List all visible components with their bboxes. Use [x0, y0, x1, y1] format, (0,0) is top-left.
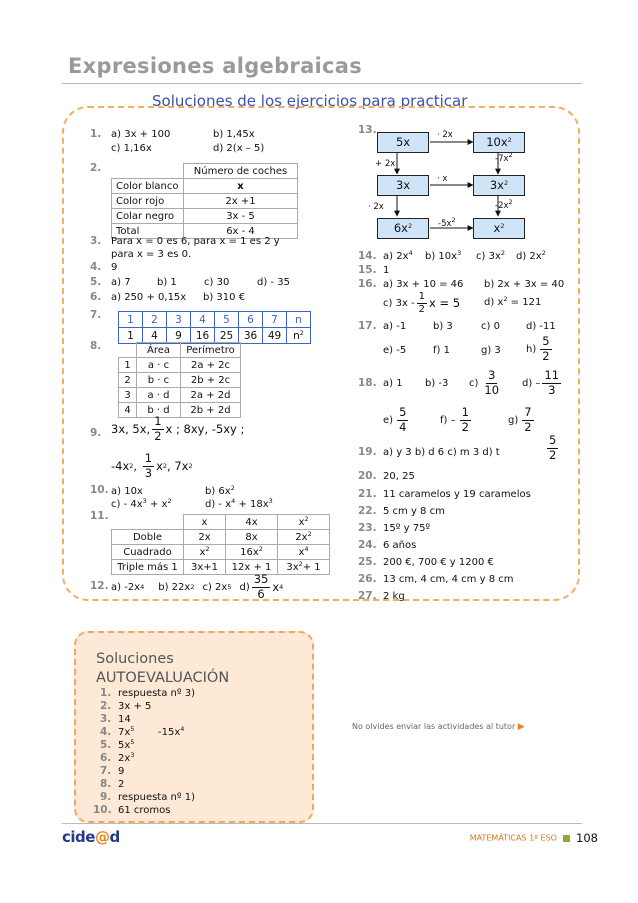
- label-text: -2x: [495, 201, 509, 211]
- node-5x: 5x: [377, 132, 429, 153]
- cell-text: n: [293, 329, 300, 342]
- answer: b) 1,45x: [213, 129, 255, 140]
- answer: 3x, 5x,: [111, 422, 151, 436]
- exponent: 2: [407, 222, 413, 230]
- item-number: 9.: [90, 427, 102, 439]
- answer: 3x + 5: [118, 701, 152, 712]
- item-number: 10.: [93, 804, 112, 816]
- exponent: 3: [457, 249, 462, 257]
- fraction: [143, 453, 154, 479]
- table-cell: 7: [263, 312, 287, 328]
- answer: 61 cromos: [118, 805, 171, 816]
- answer: b) 310 €: [203, 292, 246, 303]
- node-3x: 3x: [377, 175, 429, 196]
- table-cell: 2a + 2d: [181, 388, 241, 403]
- answer: [111, 499, 172, 510]
- answer: a) -1: [383, 321, 407, 332]
- answer: [205, 486, 235, 497]
- label-text: -5x: [438, 219, 452, 229]
- answer: [425, 251, 461, 262]
- exponent: 2: [307, 529, 312, 538]
- exponent: 5: [130, 725, 135, 733]
- answer: b) 1: [157, 277, 177, 288]
- table-cell: x: [184, 179, 298, 194]
- cideead-logo: [62, 828, 120, 846]
- item-number: 22.: [358, 505, 377, 517]
- cell-text: x: [199, 546, 206, 558]
- fraction: [252, 574, 271, 600]
- self-assessment-title-2: AUTOEVALUACIÓN: [96, 670, 230, 686]
- numerator: 3: [488, 368, 496, 382]
- answer-18c: [469, 366, 501, 400]
- logo-text: @: [94, 828, 110, 846]
- denominator: 4: [399, 419, 407, 434]
- table-cell: 1: [119, 358, 137, 373]
- exponent: 2: [500, 249, 505, 257]
- label-times-2x: · 2x: [437, 130, 453, 140]
- answer-text: c) 2x: [202, 581, 228, 593]
- item-number: 8.: [100, 778, 112, 790]
- denominator: 2: [461, 419, 469, 434]
- item-number: 2.: [90, 162, 102, 174]
- table-cell: 2x +1: [184, 194, 298, 209]
- item-number: 13.: [358, 124, 377, 136]
- denominator: 6: [257, 586, 265, 601]
- cars-table: [111, 163, 298, 239]
- item-number: 6.: [90, 291, 102, 303]
- footer-info: [470, 831, 598, 845]
- table-cell: Colar negro: [112, 209, 184, 224]
- table-cell: 49: [263, 328, 287, 344]
- answer-text: a) 2x: [383, 251, 409, 262]
- denominator: 2: [418, 303, 426, 315]
- item-number: 7.: [100, 765, 112, 777]
- answer: 5 cm y 8 cm: [383, 506, 445, 517]
- answer: -4x: [111, 459, 130, 473]
- exponent: 2: [451, 216, 456, 224]
- answer-18d: [522, 366, 561, 400]
- label-minus-5x2: [438, 216, 456, 229]
- fraction: [397, 407, 408, 433]
- answer-18g: [508, 403, 534, 437]
- table-header: Número de coches: [184, 164, 298, 179]
- denominator: 2: [542, 348, 550, 363]
- answer: 2 kg: [383, 591, 405, 602]
- answer-17h: [526, 332, 552, 366]
- exponent: 2: [503, 295, 508, 303]
- exponent: 2: [299, 328, 304, 337]
- label-times-x: · x: [437, 174, 448, 184]
- node-3x2: [473, 175, 525, 196]
- exponent: 4: [408, 249, 413, 257]
- exponent: 2: [258, 544, 263, 553]
- fraction: [460, 407, 471, 433]
- answer: 13 cm, 4 cm, 4 cm y 8 cm: [383, 574, 514, 585]
- answer-text: = 121: [507, 297, 542, 308]
- answer: b) -3: [425, 378, 449, 389]
- table-cell: 1: [119, 312, 143, 328]
- numerator: 35: [253, 572, 269, 586]
- fraction: [522, 407, 533, 433]
- answer-text: + x: [146, 499, 168, 510]
- answer: c) 30: [204, 277, 230, 288]
- answer-12: a) -2x 4 b) 22x 2 c) 2x 5 d) $\frac{35}{6}$ x 4: [111, 572, 284, 601]
- answer: a) 10x: [111, 486, 143, 497]
- answer-text: c) 3x: [476, 251, 501, 262]
- table-cell: 8x: [226, 530, 278, 545]
- squares-table: [118, 311, 311, 344]
- table-cell: Doble: [112, 530, 184, 545]
- answer: [118, 740, 134, 751]
- numerator: 5: [549, 433, 557, 447]
- denominator: 3: [144, 465, 153, 480]
- answer-text: b) 10x: [425, 251, 458, 262]
- node-6x2: [377, 218, 429, 239]
- item-number: 3.: [100, 713, 112, 725]
- table-cell: n: [287, 312, 311, 328]
- item-number: 5.: [100, 739, 112, 751]
- table-cell: 2b + 2c: [181, 373, 241, 388]
- item-number: 23.: [358, 522, 377, 534]
- answer: para x = 3 es 0.: [111, 249, 192, 260]
- answer-text: 7x: [118, 727, 131, 738]
- table-cell: b · d: [137, 403, 181, 418]
- item-number: 8.: [90, 340, 102, 352]
- logo-text: cide: [62, 828, 95, 846]
- exponent: 4: [180, 725, 185, 733]
- table-cell: [226, 545, 278, 560]
- green-square-icon: [563, 835, 570, 842]
- numerator: 5: [542, 334, 550, 348]
- denominator: 10: [484, 382, 500, 397]
- item-number: 17.: [358, 320, 377, 332]
- numerator: 1: [144, 451, 153, 465]
- answer-text: a) -2x: [111, 581, 141, 593]
- table-cell: [278, 560, 330, 575]
- answer: g) 3: [481, 345, 501, 356]
- node-10x2: [473, 132, 525, 153]
- label-text: -7x: [495, 154, 509, 164]
- answer-text: c): [469, 377, 479, 389]
- answer-text: e): [383, 414, 394, 426]
- answer-text: c) - 4x: [111, 499, 143, 510]
- answer-9-line2: -4x 2 , $\frac{1}{3}$ x 2 , 7x 2: [111, 451, 193, 480]
- answer: [383, 251, 413, 262]
- answer-text: d) 2x: [516, 251, 542, 262]
- denominator: 2: [154, 428, 162, 443]
- label-minus-2x2: [495, 198, 513, 211]
- answer: , 7x: [167, 459, 189, 473]
- table-header: Área: [137, 343, 181, 358]
- table-cell: 3x - 5: [184, 209, 298, 224]
- exponent: 2: [298, 559, 303, 568]
- table-cell: 2: [119, 373, 137, 388]
- cell-text: 16x: [240, 546, 259, 558]
- item-number: 1.: [100, 687, 112, 699]
- answer-text: b) 6x: [205, 486, 231, 497]
- answer: a) 1: [383, 378, 403, 389]
- answer: a) 7: [111, 277, 131, 288]
- table-cell: [278, 530, 330, 545]
- answer: a) y 3 b) d 6 c) m 3 d) t: [383, 447, 500, 458]
- table-cell: 1: [119, 328, 143, 344]
- answer: 2: [118, 779, 125, 790]
- table-cell: 6x - 4: [184, 224, 298, 239]
- answer: c) 0: [481, 321, 500, 332]
- item-number: 5.: [90, 276, 102, 288]
- title-rule: [62, 83, 582, 84]
- table-cell: 36: [239, 328, 263, 344]
- item-number: 26.: [358, 573, 377, 585]
- cell-text: 2x: [295, 531, 308, 543]
- item-number: 11.: [90, 510, 109, 522]
- numerator: 1: [461, 405, 469, 419]
- item-number: 3.: [90, 235, 102, 247]
- item-number: 16.: [358, 278, 377, 290]
- answer: a) 250 + 0,15x: [111, 292, 187, 303]
- table-cell: 3: [119, 388, 137, 403]
- item-number: 20.: [358, 470, 377, 482]
- table-cell: 5: [215, 312, 239, 328]
- label-plus-2x: + 2x: [375, 159, 396, 169]
- item-number: 24.: [358, 539, 377, 551]
- answer: 1: [383, 265, 390, 276]
- answer: 200 €, 700 € y 1200 €: [383, 557, 494, 568]
- node-text: x: [493, 221, 501, 235]
- answer-text: h): [526, 343, 537, 355]
- fraction: [152, 416, 163, 442]
- answer-18e: [383, 403, 408, 437]
- table-cell: 4: [143, 328, 167, 344]
- answer: a) 3x + 100: [111, 129, 171, 140]
- exponent: 2: [508, 198, 513, 206]
- label-minus-7x2: [495, 151, 513, 164]
- item-number: 2.: [100, 700, 112, 712]
- answer: d) 2(x – 5): [213, 143, 265, 154]
- table-cell: Cuadrado: [112, 545, 184, 560]
- table-header: 4x: [226, 515, 278, 530]
- answer: [158, 727, 184, 738]
- table-cell: 16: [191, 328, 215, 344]
- exponent: 2: [507, 136, 512, 144]
- table-cell: 25: [215, 328, 239, 344]
- answer-text: b) 22x: [158, 581, 191, 593]
- exponent: 3: [130, 751, 135, 759]
- area-perimeter-table: [118, 342, 241, 418]
- table-cell: 4: [191, 312, 215, 328]
- table-cell: 3x+1: [184, 560, 226, 575]
- table-cell: 9: [167, 328, 191, 344]
- exponent: 4: [231, 497, 236, 505]
- answer-text: x = 5: [429, 296, 461, 310]
- exponent: 2: [500, 222, 505, 230]
- denominator: 3: [548, 382, 556, 397]
- numerator: 1: [418, 290, 426, 302]
- answer-text: d) - x: [205, 499, 232, 510]
- exponent: 2: [541, 249, 546, 257]
- node-text: 3x: [489, 178, 504, 192]
- table-header: Perímetro: [181, 343, 241, 358]
- page-number: 108: [576, 831, 598, 845]
- answer-18f: [440, 403, 471, 437]
- table-cell: Triple más 1: [112, 560, 184, 575]
- table-header: [278, 515, 330, 530]
- answer: 15º y 75º: [383, 523, 431, 534]
- course-name: MATEMÁTICAS 1º ESO: [469, 833, 557, 843]
- item-number: 4.: [100, 726, 112, 738]
- page-title: Expresiones algebraicas: [68, 54, 363, 78]
- answer: x: [156, 459, 163, 473]
- item-number: 9.: [100, 791, 112, 803]
- label-times-2x: · 2x: [368, 202, 384, 212]
- exponent: 3: [142, 497, 147, 505]
- item-number: 6.: [100, 752, 112, 764]
- answer-text: d) x: [484, 297, 504, 308]
- numerator: 5: [399, 405, 407, 419]
- node-text: 10x: [486, 135, 508, 149]
- answer: [205, 499, 273, 510]
- answer: [516, 251, 546, 262]
- table-cell: a · c: [137, 358, 181, 373]
- answer-text: x: [272, 580, 280, 594]
- answer-text: 2x: [118, 753, 131, 764]
- table-cell: 2a + 2c: [181, 358, 241, 373]
- numerator: 1: [154, 414, 162, 428]
- answer: respuesta nº 3): [118, 688, 196, 699]
- tutor-reminder[interactable]: [352, 722, 525, 732]
- exponent: 2: [304, 514, 309, 523]
- answer-16c: [383, 288, 460, 318]
- answer: 9: [118, 766, 125, 777]
- answer: [118, 727, 134, 738]
- answer: x ; 8xy, -5xy ;: [165, 422, 245, 436]
- play-arrow-icon: ▶: [517, 722, 525, 732]
- answer: respuesta nº 1): [118, 792, 196, 803]
- numerator: 11: [544, 368, 560, 382]
- fraction: [547, 435, 558, 461]
- node-text: 6x: [393, 221, 408, 235]
- cell-text: x: [298, 546, 305, 558]
- answer: [484, 297, 541, 308]
- table-cell: [278, 545, 330, 560]
- item-number: 18.: [358, 377, 377, 389]
- fraction: [540, 336, 551, 362]
- item-number: 27.: [358, 590, 377, 602]
- answer-9-line1: [111, 416, 244, 442]
- item-number: 4.: [90, 261, 102, 273]
- exponent: 5: [130, 738, 135, 746]
- node-x2: [473, 218, 525, 239]
- answer: b) 3: [433, 321, 453, 332]
- header-text: x: [298, 516, 305, 528]
- subtitle: Soluciones de los ejercicios para practicar: [152, 92, 468, 110]
- denominator: 2: [524, 419, 532, 434]
- logo-text: d: [109, 828, 120, 846]
- numerator: 7: [524, 405, 532, 419]
- item-number: 19.: [358, 446, 377, 458]
- answer: 11 caramelos y 19 caramelos: [383, 489, 531, 500]
- answer: 9: [111, 262, 118, 273]
- table-cell: a · d: [137, 388, 181, 403]
- table-cell: Color rojo: [112, 194, 184, 209]
- item-number: 7.: [90, 309, 102, 321]
- item-number: 25.: [358, 556, 377, 568]
- item-number: 10.: [90, 484, 109, 496]
- table-cell: 2x: [184, 530, 226, 545]
- fraction: [542, 370, 561, 396]
- answer: f) 1: [433, 345, 450, 356]
- answer-text: d) –: [522, 377, 541, 389]
- answer: a) 3x + 10 = 46: [383, 279, 464, 290]
- table-cell: 4: [119, 403, 137, 418]
- item-number: 1.: [90, 128, 102, 140]
- answer: b) 2x + 3x = 40: [484, 279, 565, 290]
- answer: e) -5: [383, 345, 407, 356]
- table-cell: 2: [143, 312, 167, 328]
- item-number: 21.: [358, 488, 377, 500]
- exponent: 2: [167, 497, 172, 505]
- table-cell: Color blanco: [112, 179, 184, 194]
- table-cell: [287, 328, 311, 344]
- exponent: 2: [230, 484, 235, 492]
- fraction: [482, 370, 501, 396]
- item-number: 12.: [90, 580, 109, 592]
- answer-text: g): [508, 414, 519, 426]
- answer: [118, 753, 134, 764]
- answer: d) - 35: [257, 277, 290, 288]
- answer: 6 años: [383, 540, 417, 551]
- exponent: 2: [205, 544, 210, 553]
- answer-text: c) 3x -: [383, 297, 415, 309]
- cell-text: + 1: [302, 561, 321, 573]
- answer: 20, 25: [383, 471, 415, 482]
- answer-text: 5x: [118, 740, 131, 751]
- table-cell: 12x + 1: [226, 560, 278, 575]
- self-assessment-title-1: Soluciones: [96, 651, 174, 667]
- table-header: x: [184, 515, 226, 530]
- exponent: 3: [268, 497, 273, 505]
- exponent: 4: [304, 544, 309, 553]
- item-number: 15.: [358, 264, 377, 276]
- table-cell: [184, 545, 226, 560]
- answer: 14: [118, 714, 131, 725]
- item-number: 14.: [358, 250, 377, 262]
- exponent: 2: [503, 179, 509, 187]
- reminder-text: No olvides enviar las actividades al tutor: [352, 722, 516, 731]
- answer-text: + 18x: [235, 499, 269, 510]
- answer-text: d): [239, 581, 250, 593]
- table-cell: Total: [112, 224, 184, 239]
- table-cell: 6: [239, 312, 263, 328]
- fraction: [417, 292, 427, 315]
- table-cell: 3: [167, 312, 191, 328]
- footer-rule: [62, 823, 582, 824]
- answer-text: f) –: [440, 414, 456, 426]
- table-cell: 2b + 2d: [181, 403, 241, 418]
- answer: c) 1,16x: [111, 143, 152, 154]
- answer: [476, 251, 505, 262]
- exponent: 2: [508, 151, 513, 159]
- answer: Para x = 0 es 6, para x = 1 es 2 y: [111, 236, 280, 247]
- answer: d) -11: [526, 321, 556, 332]
- table-cell: b · c: [137, 373, 181, 388]
- operations-table: [111, 514, 330, 575]
- answer-text: -15x: [158, 727, 181, 738]
- cell-text: 3x: [286, 561, 299, 573]
- denominator: 2: [549, 447, 557, 462]
